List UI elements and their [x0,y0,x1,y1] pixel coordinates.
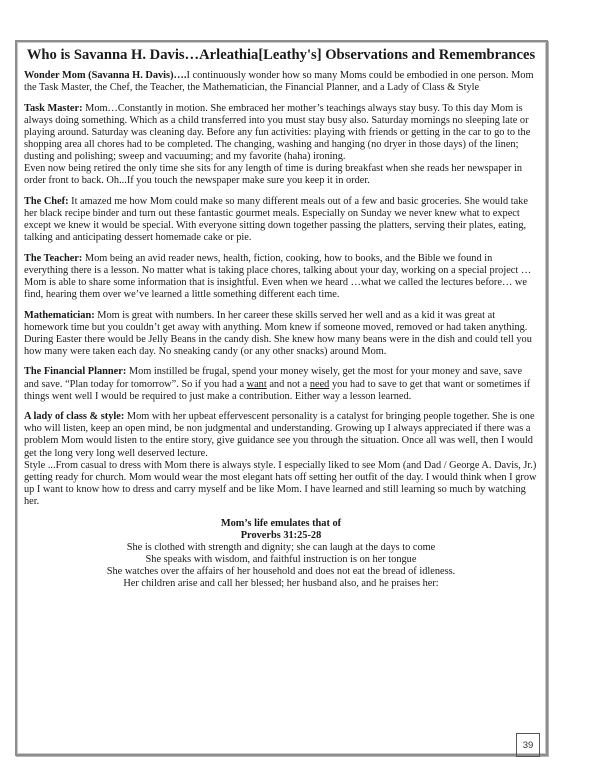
section-wonder-mom [24,70,538,94]
quote-line: She watches over the affairs of her household and does not eat the bread of idleness. [106,566,456,578]
section-label: Mathematician: [24,309,95,321]
section-label: The Chef: [24,195,69,207]
quote-line: Her children arise and call her blessed; her husband also, and he praises her: [123,578,439,590]
document-body [24,47,538,591]
section-label: Task Master: [24,102,83,114]
section-text: I continuously wonder how so many Moms could be embodied in one person. Mom the Task Master, the Chef, the Teacher, the Mathematician, the Financial Planner, and a Lady of Class & Style [24,70,534,94]
proverbs-quote [24,518,538,591]
section-continuation: Even now being retired the only time she sits for any length of time is during breakfast when she reads her newspaper in order front to back. Oh...If you touch the newspaper make sure you keep it in order. [24,163,523,187]
section-text: Mom…Constantly in motion. She embraced her mother’s teachings always stay busy. To this day Mom is always doing something. Which as a child transferred into you must stay busy also. Saturday mornings no sleeping late or playing around. Saturday was cleaning day. Before any fun activities: playing with friends or getting in the car to go to the shopping area all chores had to be completed. The changing, washing and hanging (no dryer in those days) of the linen; dusting and polishing; sweep and vacuuming; and my favorite (haha) ironing. [24,102,531,163]
section-chef [24,196,538,244]
section-label: Wonder Mom (Savanna H. Davis)…. [24,70,187,81]
section-text: Mom instilled be frugal, spend your money wisely, get the most for your money and save, save and save. “Plan today for tomorrow”. So if you had a [24,366,523,390]
section-text: It amazed me how Mom could make so many different meals out of a few and basic groceries. She would take her black recipe binder and turn out these fantastic gourmet meals. Especially on Sunday we never knew what to expect except we knew it would be special. With everyone sitting down together passing the platters, serving their plates, eating, talking and anticipating dessert homemade cake or pie. [24,195,528,244]
section-text: Mom being an avid reader news, health, fiction, cooking, how to books, and the Bible we found in everything there is a lesson. No matter what is taking place chores, talking about your day, working on a special project …Mom is able to share some information that is insightful. Even when we heard …what we called the lectures before… we find, hearing them over we’ve learned a little something different each time. [24,252,532,300]
underlined-need: need [309,378,330,390]
section-text: Mom with her upbeat effervescent personality is a catalyst for bringing people together. She is one who will listen, keep an open mind, be non judgmental and understanding. Growing up I always appreciated if there was a problem Mom would listen to the entire story, give guidance see you through the situation. Once all was well, then I would get the long very long well deserved lecture. [24,411,535,459]
section-financial-planner [24,366,538,402]
quote-line: She speaks with wisdom, and faithful instruction is on her tongue [145,554,417,566]
quote-line: She is clothed with strength and dignity; she can laugh at the days to come [126,542,436,554]
section-label: The Teacher: [24,252,83,264]
underlined-want: want [246,378,267,390]
section-task-master [24,103,538,188]
section-lady-of-class [24,411,538,508]
section-teacher [24,253,538,301]
section-label: The Financial Planner: [24,366,127,378]
section-text: and not a [266,378,310,390]
quote-reference: Proverbs 31:25-28 [240,530,322,542]
section-label: A lady of class & style: [24,411,125,423]
page-title: Who is Savanna H. Davis…Arleathia[Leathy's] Observations and Remembrances [26,47,536,63]
quote-heading: Mom’s life emulates that of [220,518,342,529]
page-number: 39 [516,733,540,757]
section-text: Mom is great with numbers. In her career these skills served her well and as a kid it was great at homework time but you couldn’t get away with anything. Mom knew if someone moved, removed or had taken anything. During Easter there would be Jelly Beans in the candy dish. She knew how many beans were in the dish and could tell you how many were taken each day. No sneaking candy (or any other snacks) around Mom. [24,309,532,357]
section-mathematician [24,310,538,358]
section-text: you had to save to get that want or sometimes if things went well I would be required to just make a contribution. Either way a lesson learned. [24,378,531,402]
section-continuation: Style ...From casual to dress with Mom there is always style. I especially liked to see Mom (and Dad / George A. Davis, Jr.) getting ready for church. Mom would wear the most elegant hats off setting her outfit of the day. I would think when I grow up I want to know how to dress and carry myself and be like Mom. I have learned and still learning so much by watching her. [24,459,537,507]
